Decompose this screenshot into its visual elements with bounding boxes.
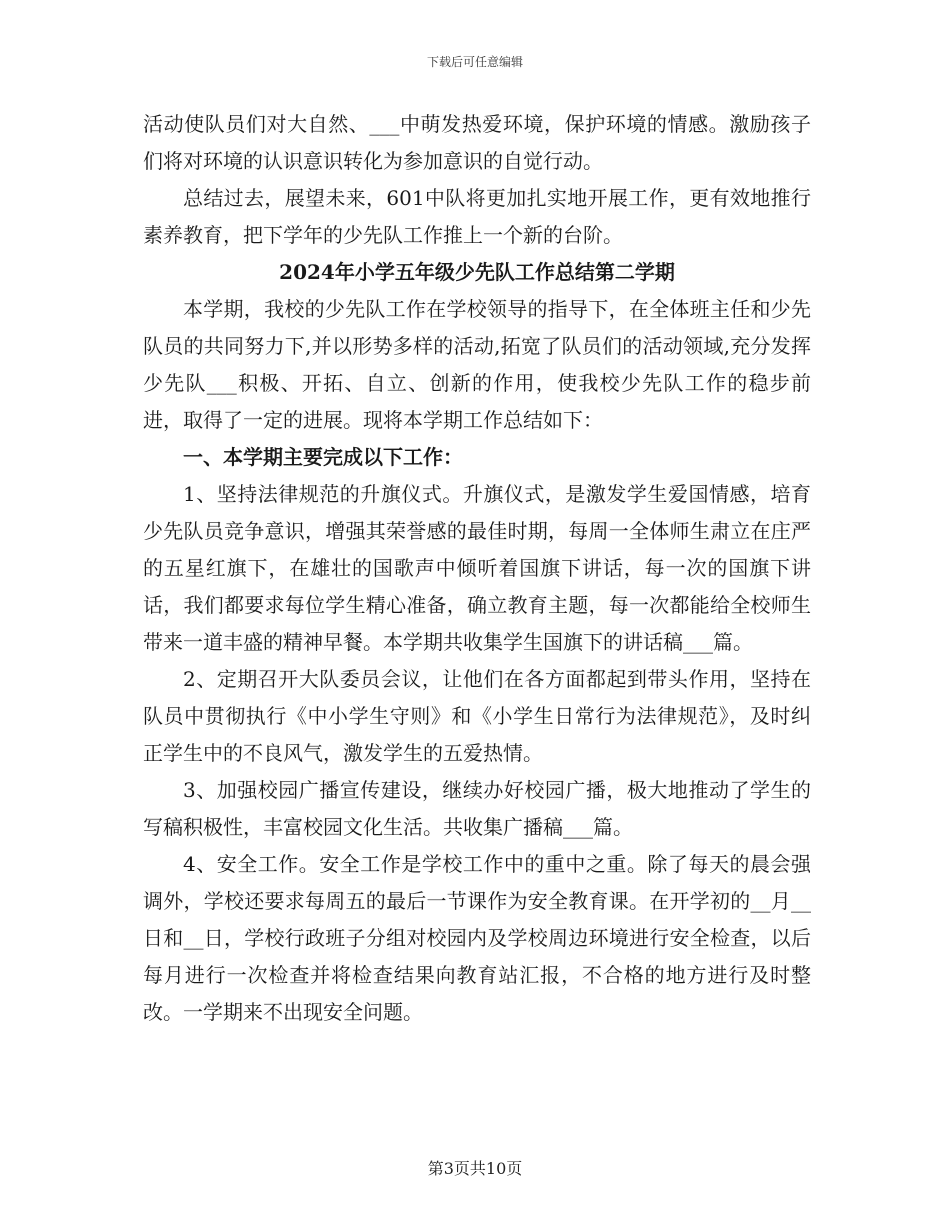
section-heading: 一、本学期主要完成以下工作： bbox=[183, 445, 463, 469]
list-item-safety-work: 4、安全工作。安全工作是学校工作中的重中之重。除了每天的晨会强调外，学校还要求每周五的最后一节课作为安全教育课。在开学初的__月__日和__日，学校行政班子分组对校园内及学校周边环境进行安全检查，以后每月进行一次检查并将检查结果向教育站汇报，不合格的地方进行及时整改。一学期来不出现安全问题。 bbox=[143, 852, 811, 1024]
document-body bbox=[143, 106, 811, 1031]
list-item-flag-ceremony: 1、坚持法律规范的升旗仪式。升旗仪式，是激发学生爱国情感，培育少先队员竞争意识，增强其荣誉感的最佳时期，每周一全体师生肃立在庄严的五星红旗下，在雄壮的国歌声中倾听着国旗下讲话，每一次的国旗下讲话，我们都要求每位学生精心准备，确立教育主题，每一次都能给全校师生带来一道丰盛的精神早餐。本学期共收集学生国旗下的讲话稿___篇。 bbox=[143, 482, 811, 654]
list-item-campus-broadcast: 3、加强校园广播宣传建设，继续办好校园广播，极大地推动了学生的写稿积极性，丰富校园文化生活。共收集广播稿___篇。 bbox=[143, 778, 811, 839]
page-header: 下载后可任意编辑 bbox=[426, 55, 523, 69]
paragraph-intro: 本学期，我校的少先队工作在学校领导的指导下，在全体班主任和少先队员的共同努力下,并以形势多样的活动,拓宽了队员们的活动领域,充分发挥少先队___积极、开拓、自立、创新的作用，使我校少先队工作的稳步前进，取得了一定的进展。现将本学期工作总结如下： bbox=[143, 297, 811, 432]
page-footer: 第3页共10页 bbox=[427, 1159, 523, 1178]
document-title: 2024年小学五年级少先队工作总结第二学期 bbox=[279, 260, 675, 284]
list-item-committee-meeting: 2、定期召开大队委员会议，让他们在各方面都起到带头作用，坚持在队员中贯彻执行《中小学生守则》和《小学生日常行为法律规范》，及时纠正学生中的不良风气，激发学生的五爱热情。 bbox=[143, 667, 811, 765]
paragraph-conclusion: 总结过去，展望未来，601中队将更加扎实地开展工作，更有效地推行素养教育，把下学年的少先队工作推上一个新的台阶。 bbox=[143, 186, 811, 247]
paragraph-continuation: 活动使队员们对大自然、___中萌发热爱环境，保护环境的情感。激励孩子们将对环境的认识意识转化为参加意识的自觉行动。 bbox=[143, 112, 811, 173]
